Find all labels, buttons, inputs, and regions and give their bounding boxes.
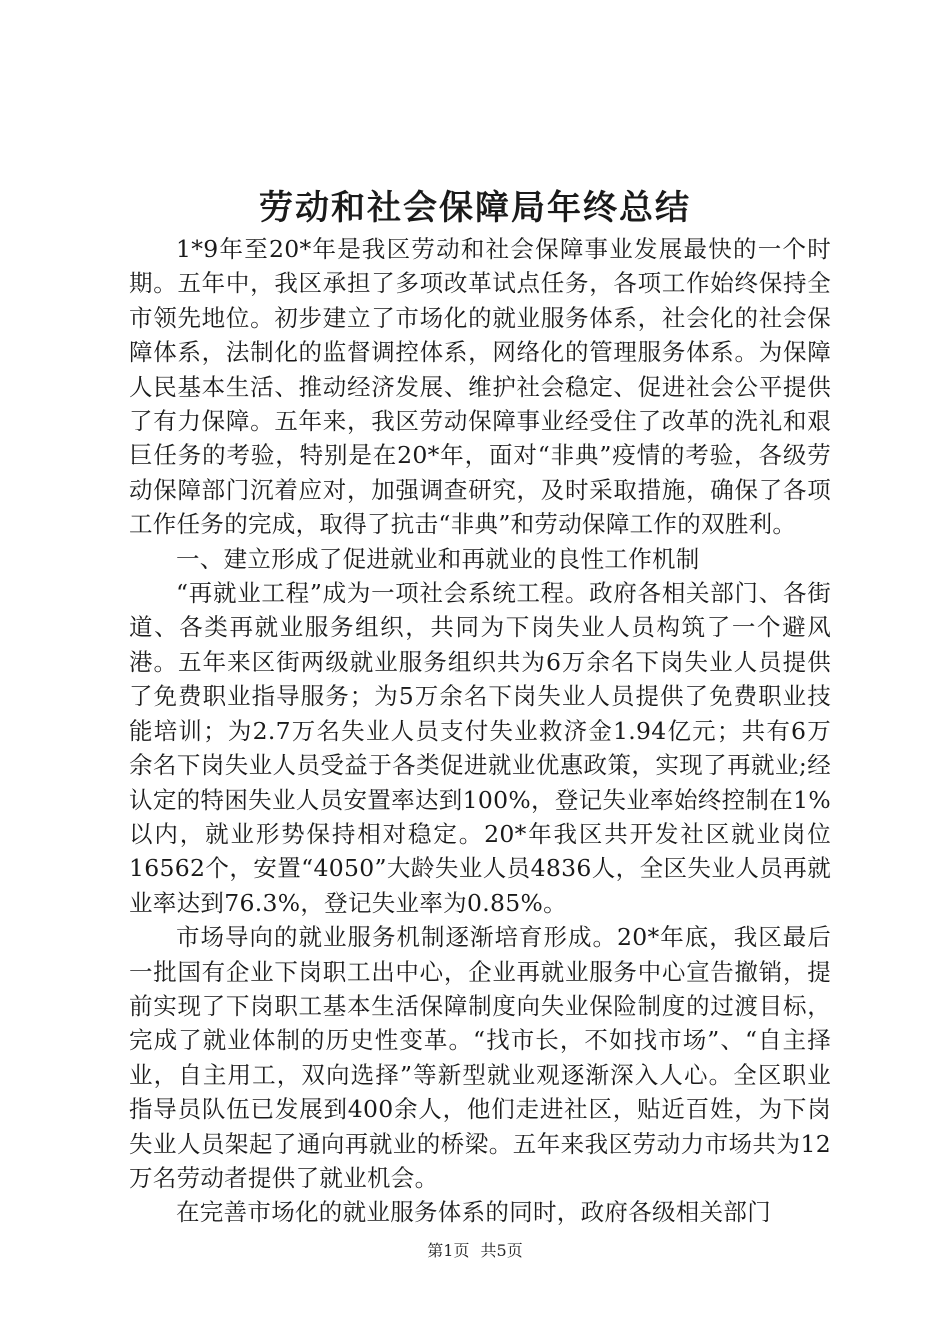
- paragraph-continuation: 在完善市场化的就业服务体系的同时，政府各级相关部门: [176, 1198, 771, 1227]
- paragraph-intro: 1*9年至20*年是我区劳动和社会保障事业发展最快的一个时期。五年中，我区承担了多项改革试点任务，各项工作始终保持全市领先地位。初步建立了市场化的就业服务体系，社会化的社会保障体系，法制化的监督调控体系，网络化的管理服务体系。为保障人民基本生活、推动经济发展、维护社会稳定、促进社会公平提供了有力保障。五年来，我区劳动保障事业经受住了改革的洗礼和艰巨任务的考验，特别是在20*年，面对“非典”疫情的考验，各级劳动保障部门沉着应对，加强调查研究，及时采取措施，确保了各项工作任务的完成，取得了抗击“非典”和劳动保障工作的双胜利。: [129, 235, 831, 539]
- page-total: 共5页: [480, 1241, 523, 1260]
- paragraph-reemployment: “再就业工程”成为一项社会系统工程。政府各相关部门、各街道、各类再就业服务组织，共同为下岗失业人员构筑了一个避风港。五年来区街两级就业服务组织共为6万余名下岗失业人员提供了免费职业指导服务；为5万余名下岗失业人员提供了免费职业技能培训；为2.7万名失业人员支付失业救济金1.94亿元；共有6万余名下岗失业人员受益于各类促进就业优惠政策，实现了再就业;经认定的特困失业人员安置率达到100%，登记失业率始终控制在1%以内，就业形势保持相对稳定。20*年我区共开发社区就业岗位16562个，安置“4050”大龄失业人员4836人，全区失业人员再就业率达到76.3%，登记失业率为0.85%。: [129, 579, 831, 917]
- page-number: 第1页: [427, 1241, 470, 1260]
- document-body: [129, 232, 831, 1230]
- document-title: 劳动和社会保障局年终总结: [259, 188, 691, 228]
- paragraph-market-mechanism: 市场导向的就业服务机制逐渐培育形成。20*年底，我区最后一批国有企业下岗职工出中心，企业再就业服务中心宣告撤销，提前实现了下岗职工基本生活保障制度向失业保险制度的过渡目标，完成了就业体制的历史性变革。“找市长，不如找市场”、“自主择业，自主用工，双向选择”等新型就业观逐渐深入人心。全区职业指导员队伍已发展到400余人，他们走进社区，贴近百姓，为下岗失业人员架起了通向再就业的桥梁。五年来我区劳动力市场共为12万名劳动者提供了就业机会。: [129, 923, 831, 1192]
- section-heading: 一、建立形成了促进就业和再就业的良性工作机制: [176, 544, 700, 573]
- page-footer: [0, 1240, 950, 1262]
